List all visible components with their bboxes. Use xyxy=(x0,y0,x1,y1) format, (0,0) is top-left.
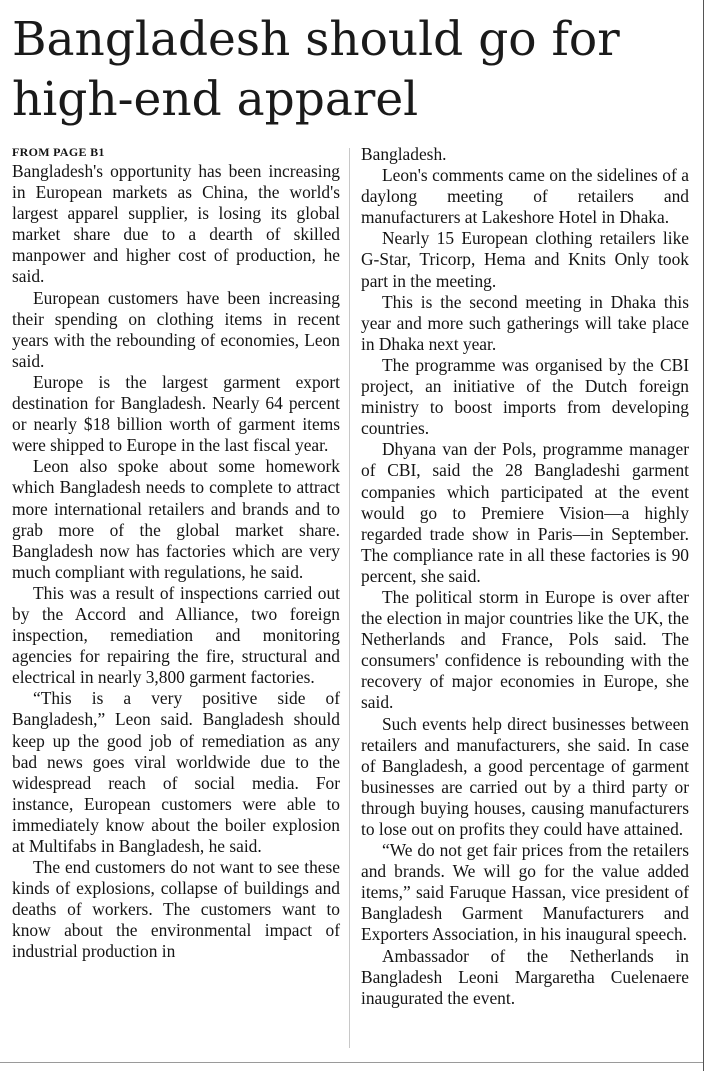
column-divider xyxy=(349,148,350,1048)
paragraph: Nearly 15 European clothing retailers like G-Star, Tricorp, Hema and Knits Only took part in the meeting. xyxy=(361,228,689,291)
dateline: FROM PAGE B1 xyxy=(12,145,105,159)
paragraph: Ambassador of the Netherlands in Bangladesh Leoni Margaretha Cuelenaere inaugurated the event. xyxy=(361,945,689,1008)
paragraph: This was a result of inspections carried out by the Accord and Alliance, two foreign inspection, remediation and monitoring agencies for repairing the fire, structural and electrical in nearly 3,800 garment factories. xyxy=(12,582,340,688)
paragraph-continuation: Bangladesh. xyxy=(361,144,447,164)
paragraph: The programme was organised by the CBI project, an initiative of the Dutch foreign ministry to boost imports from developing countries. xyxy=(361,354,689,439)
paragraph: Bangladesh's opportunity has been increasing in European markets as China, the world's largest apparel supplier, is losing its global market share due to a dearth of skilled manpower and higher cost of production, he said. xyxy=(12,161,340,287)
article-column-right xyxy=(361,144,689,1009)
paragraph: “This is a very positive side of Bangladesh,” Leon said. Bangladesh should keep up the good job of remediation as any bad news goes viral worldwide due to the widespread reach of social media. For instance, European customers were able to immediately know about the boiler explosion at Multifabs in Bangladesh, he said. xyxy=(12,688,340,856)
paragraph: Such events help direct businesses between retailers and manufacturers, she said. In case of Bangladesh, a good percentage of garment businesses are carried out by a third party or through buying houses, causing manufacturers to lose out on profits they could have attained. xyxy=(361,713,689,839)
article-headline: Bangladesh should go for high-end apparel xyxy=(12,12,620,127)
paragraph: The end customers do not want to see these kinds of explosions, collapse of buildings and deaths of workers. The customers want to know about the environmental impact of industrial production in xyxy=(12,857,340,962)
paragraph: European customers have been increasing their spending on clothing items in recent years with the rebounding of economies, Leon said. xyxy=(12,287,340,371)
article-column-left xyxy=(12,144,340,963)
paragraph: The political storm in Europe is over after the election in major countries like the UK, the Netherlands and France, Pols said. The consumers' confidence is rebounding with the recovery of major economies in Europe, she said. xyxy=(361,586,689,713)
paragraph: Dhyana van der Pols, programme manager of CBI, said the 28 Bangladeshi garment companies which participated at the event would go to Premiere Vision—a highly regarded trade show in Paris—in September. The compliance rate in all these factories is 90 percent, she said. xyxy=(361,439,689,586)
paragraph: “We do not get fair prices from the retailers and brands. We will go for the value added items,” said Faruque Hassan, vice president of Bangladesh Garment Manufacturers and Exporters Association, in his inaugural speech. xyxy=(361,840,689,945)
paragraph: Europe is the largest garment export destination for Bangladesh. Nearly 64 percent or nearly $18 billion worth of garment items were shipped to Europe in the last fiscal year. xyxy=(12,371,340,456)
paragraph: Leon's comments came on the sidelines of a daylong meeting of retailers and manufacturers at Lakeshore Hotel in Dhaka. xyxy=(361,165,689,228)
clipping-edge-bottom xyxy=(0,1062,703,1063)
clipping-edge-right xyxy=(703,0,704,1071)
paragraph: Leon also spoke about some homework which Bangladesh needs to complete to attract more international retailers and brands and to grab more of the global market share. Bangladesh now has factories which are very much compliant with regulations, he said. xyxy=(12,456,340,582)
paragraph: This is the second meeting in Dhaka this year and more such gatherings will take place in Dhaka next year. xyxy=(361,291,689,354)
